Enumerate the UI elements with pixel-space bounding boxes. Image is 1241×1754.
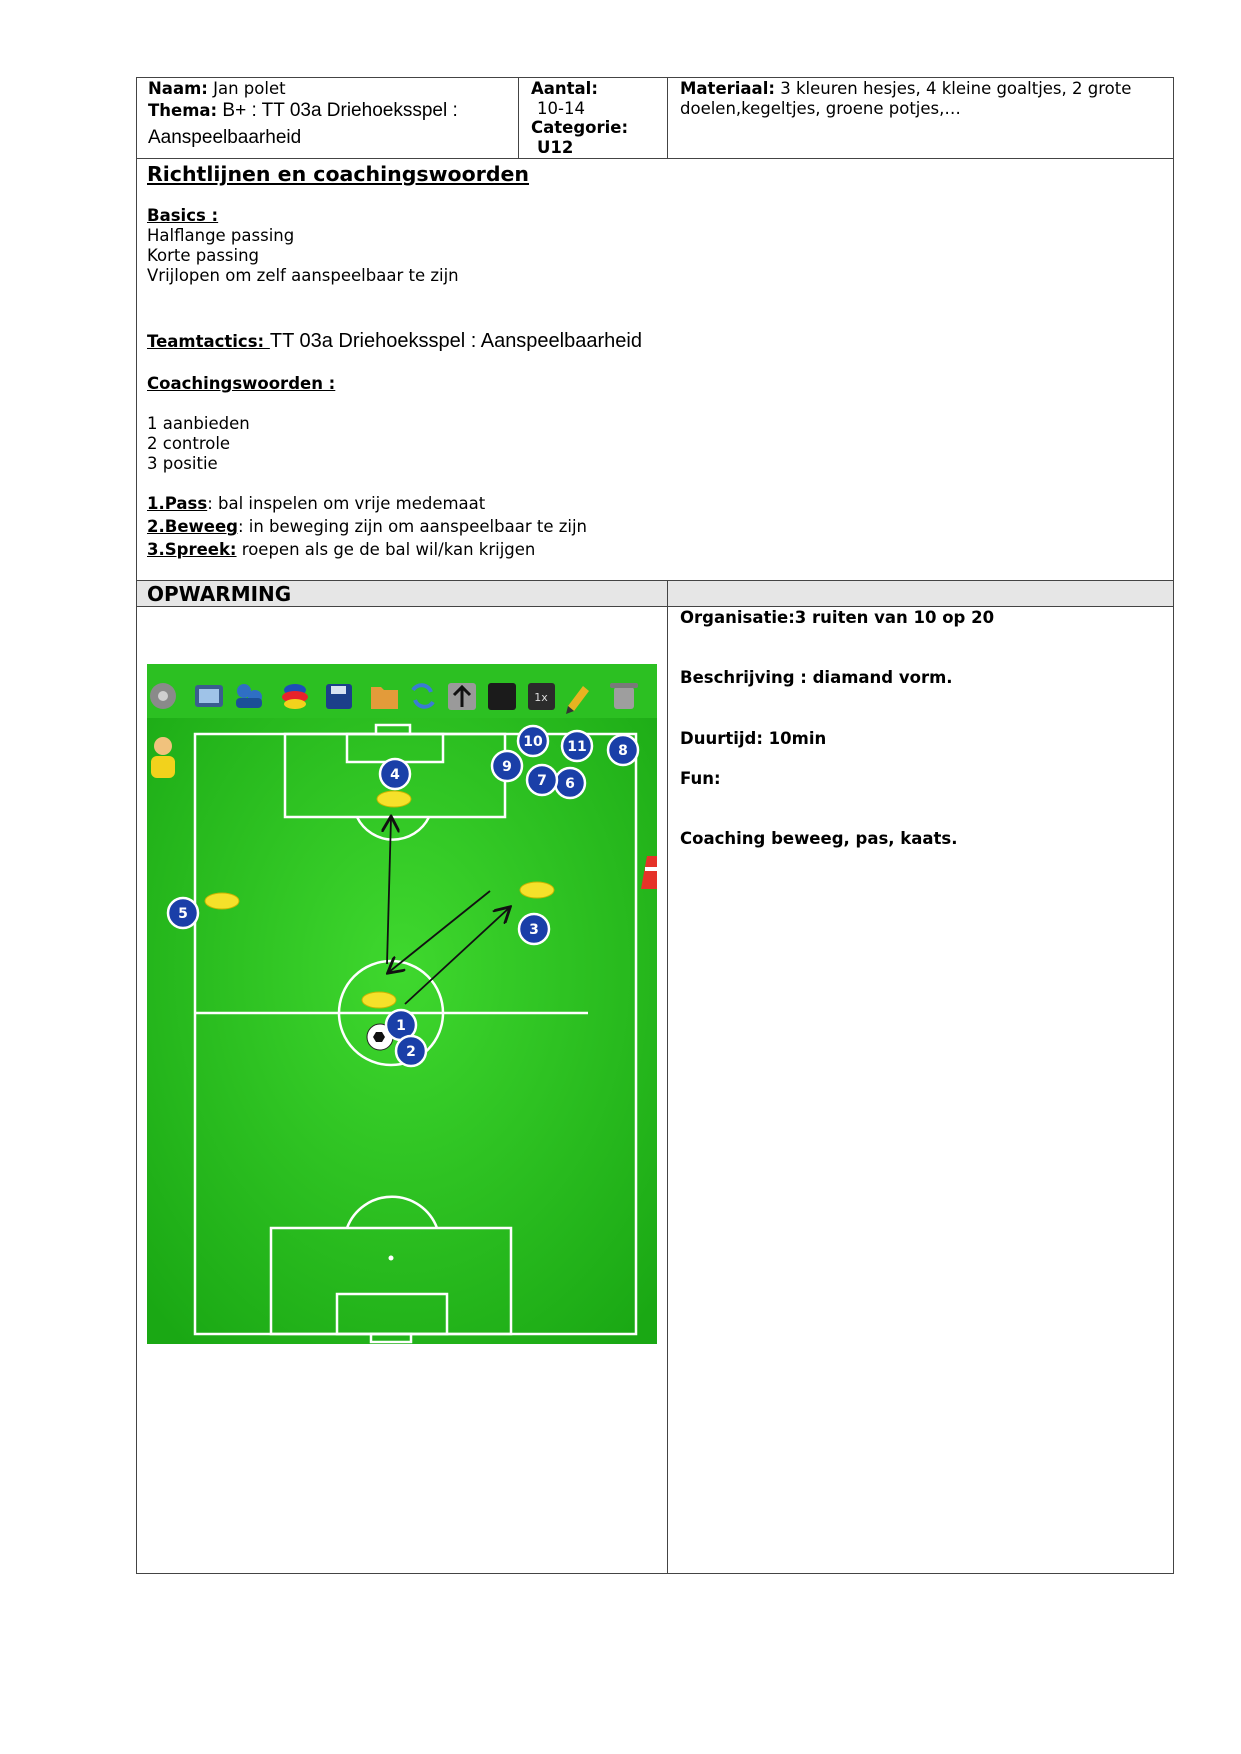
player-number: 2 xyxy=(406,1044,416,1060)
player-number: 9 xyxy=(502,759,512,775)
player-number: 1 xyxy=(396,1018,406,1034)
thema-value: B+ : TT 03a Driehoeksspel : xyxy=(217,100,458,121)
materiaal-label: Materiaal: xyxy=(680,79,775,98)
speed-label: 1x xyxy=(534,691,548,704)
rule-key: 2.Beweeg xyxy=(147,517,238,536)
rule-key: 3.Spreek: xyxy=(147,540,237,559)
player-number: 11 xyxy=(567,739,587,755)
rule-spreek xyxy=(147,540,535,560)
save-icon xyxy=(326,684,352,709)
player-number: 5 xyxy=(178,906,188,922)
aantal-value: 10-14 xyxy=(537,99,585,118)
rule-text: roepen als ge de bal wil/kan krijgen xyxy=(236,540,536,559)
table-border-bottom xyxy=(136,1573,1174,1574)
player-token-8 xyxy=(608,735,638,765)
warmup-header-bg xyxy=(137,581,1173,606)
coaching-item: 2 controle xyxy=(147,434,231,453)
table-border-left xyxy=(136,77,137,1574)
categorie-value: U12 xyxy=(537,138,574,157)
cone-icon xyxy=(205,893,239,909)
gear-icon xyxy=(150,683,176,709)
player-number: 7 xyxy=(537,773,547,789)
toolbar xyxy=(147,664,657,718)
materiaal-line xyxy=(680,79,1131,99)
table-border-top xyxy=(136,77,1174,78)
teamtactics-label: Teamtactics: xyxy=(147,332,270,351)
table-row-divider xyxy=(136,158,1174,159)
naam-value: Jan polet xyxy=(207,79,286,98)
materiaal-value-cont: doelen,kegeltjes, groene potjes,… xyxy=(680,99,961,118)
table-row-divider xyxy=(136,606,1174,607)
organisatie-text: Organisatie:3 ruiten van 10 op 20 xyxy=(680,608,995,627)
thema-value-cont: Aanspeelbaarheid xyxy=(148,127,302,148)
thema-line xyxy=(148,101,458,121)
materiaal-value: 3 kleuren hesjes, 4 kleine goaltjes, 2 grote xyxy=(774,79,1132,98)
player-number: 3 xyxy=(529,922,539,938)
cone-icon xyxy=(520,882,554,898)
player-token-11 xyxy=(562,731,592,761)
arrow-up-icon xyxy=(448,683,476,710)
black-square-icon xyxy=(488,683,516,710)
trash-icon xyxy=(610,683,638,709)
film-icon xyxy=(195,685,223,707)
tactics-board-svg xyxy=(147,664,657,1344)
coaching-label: Coachingswoorden : xyxy=(147,374,336,393)
rule-text: : in beweging zijn om aanspeelbaar te zijn xyxy=(237,517,588,536)
teamtactics-value: TT 03a Driehoeksspel : Aanspeelbaarheid xyxy=(269,330,642,352)
player-number: 8 xyxy=(618,743,628,759)
player-token-2 xyxy=(396,1036,426,1066)
thema-label: Thema: xyxy=(148,101,218,120)
coach-figure xyxy=(151,737,175,778)
naam-label: Naam: xyxy=(148,79,208,98)
coaching-item: 1 aanbieden xyxy=(147,414,250,433)
categorie-label: Categorie: xyxy=(531,118,629,137)
player-token-10 xyxy=(518,726,548,756)
table-col-divider xyxy=(667,580,668,607)
player-token-3 xyxy=(519,914,549,944)
cones-icon xyxy=(282,684,308,709)
fun-text: Fun: xyxy=(680,769,721,788)
player-number: 4 xyxy=(390,767,400,783)
player-number: 6 xyxy=(565,776,575,792)
cone-icon xyxy=(362,992,396,1008)
aantal-label: Aantal: xyxy=(531,79,598,98)
teamtactics-line xyxy=(147,328,642,355)
player-token-9 xyxy=(492,751,522,781)
coaching-text: Coaching beweeg, pas, kaats. xyxy=(680,829,958,848)
player-token-6 xyxy=(555,768,585,798)
beschrijving-text: Beschrijving : diamand vorm. xyxy=(680,668,953,687)
penalty-spot xyxy=(389,1256,394,1261)
basics-item: Halflange passing xyxy=(147,226,295,245)
basics-label: Basics : xyxy=(147,206,219,225)
rule-key: 1.Pass xyxy=(147,494,208,513)
rule-pass xyxy=(147,494,485,514)
basics-item: Vrijlopen om zelf aanspeelbaar te zijn xyxy=(147,266,459,285)
player-token-5 xyxy=(168,898,198,928)
speed-icon xyxy=(528,683,555,710)
coaching-item: 3 positie xyxy=(147,454,218,473)
folder-icon xyxy=(371,687,398,709)
naam-line xyxy=(148,79,286,99)
rule-text: : bal inspelen om vrije medemaat xyxy=(207,494,486,513)
guidelines-title: Richtlijnen en coachingswoorden xyxy=(147,162,530,186)
table-col-divider xyxy=(667,580,668,1574)
table-col-divider xyxy=(518,77,519,159)
warmup-title: OPWARMING xyxy=(147,582,292,606)
table-border-right xyxy=(1173,77,1174,1574)
player-token-4 xyxy=(380,759,410,789)
player-number: 10 xyxy=(523,734,543,750)
basics-item: Korte passing xyxy=(147,246,260,265)
rule-beweeg xyxy=(147,517,587,537)
cone-icon xyxy=(377,791,411,807)
tactics-board-image xyxy=(147,664,657,1344)
duurtijd-text: Duurtijd: 10min xyxy=(680,729,827,748)
player-token-7 xyxy=(527,765,557,795)
table-col-divider xyxy=(667,77,668,159)
